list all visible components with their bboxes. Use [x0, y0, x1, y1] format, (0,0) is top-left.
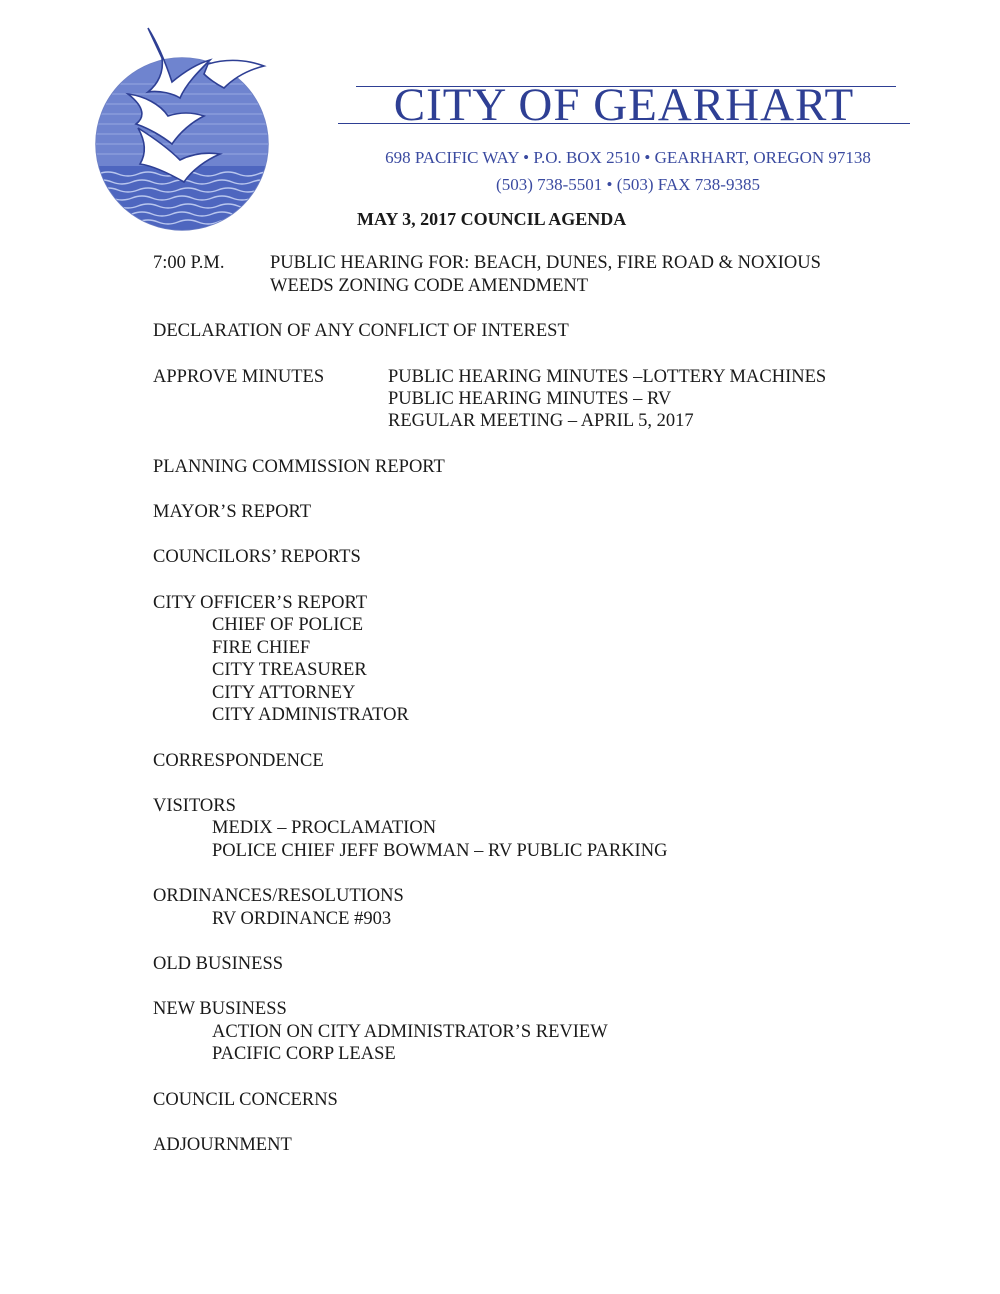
officer-item: FIRE CHIEF: [212, 638, 311, 658]
approve-minutes-label: APPROVE MINUTES: [153, 367, 325, 387]
councilors-reports-item: COUNCILORS’ REPORTS: [153, 547, 361, 567]
public-hearing-line-2: WEEDS ZONING CODE AMENDMENT: [270, 276, 589, 296]
minutes-item: PUBLIC HEARING MINUTES –LOTTERY MACHINES: [388, 367, 827, 387]
adjournment-item: ADJOURNMENT: [153, 1135, 292, 1155]
visitor-item: POLICE CHIEF JEFF BOWMAN – RV PUBLIC PARKING: [212, 841, 668, 861]
old-business-item: OLD BUSINESS: [153, 954, 284, 974]
agenda-title: MAY 3, 2017 COUNCIL AGENDA: [357, 209, 627, 229]
ordinance-item: RV ORDINANCE #903: [212, 909, 392, 929]
council-concerns-item: COUNCIL CONCERNS: [153, 1090, 338, 1110]
new-business-item: ACTION ON CITY ADMINISTRATOR’S REVIEW: [212, 1022, 608, 1042]
address-line: 698 PACIFIC WAY • P.O. BOX 2510 • GEARHART, OREGON 97138: [385, 148, 871, 167]
phone-line: (503) 738-5501 • (503) FAX 738-9385: [496, 175, 760, 194]
visitors-label: VISITORS: [153, 796, 236, 816]
officer-item: CHIEF OF POLICE: [212, 615, 364, 635]
public-hearing-time: 7:00 P.M.: [153, 253, 225, 273]
ordinances-label: ORDINANCES/RESOLUTIONS: [153, 886, 404, 906]
new-business-item: PACIFIC CORP LEASE: [212, 1044, 396, 1064]
city-officer-report-label: CITY OFFICER’S REPORT: [153, 593, 368, 613]
letterhead-bottom-rule: [338, 123, 910, 124]
correspondence-item: CORRESPONDENCE: [153, 751, 324, 771]
minutes-item: PUBLIC HEARING MINUTES – RV: [388, 389, 672, 409]
officer-item: CITY ATTORNEY: [212, 683, 356, 703]
officer-item: CITY ADMINISTRATOR: [212, 705, 409, 725]
mayors-report-item: MAYOR’S REPORT: [153, 502, 312, 522]
city-name-heading: CITY OF GEARHART: [393, 79, 855, 131]
planning-commission-report-item: PLANNING COMMISSION REPORT: [153, 457, 445, 477]
public-hearing-line-1: PUBLIC HEARING FOR: BEACH, DUNES, FIRE ROAD & NOXIOUS: [270, 253, 821, 273]
new-business-label: NEW BUSINESS: [153, 999, 287, 1019]
minutes-item: REGULAR MEETING – APRIL 5, 2017: [388, 411, 694, 431]
officer-item: CITY TREASURER: [212, 660, 367, 680]
seagulls-logo-icon: [88, 24, 288, 234]
conflict-of-interest-item: DECLARATION OF ANY CONFLICT OF INTEREST: [153, 321, 569, 341]
visitor-item: MEDIX – PROCLAMATION: [212, 818, 437, 838]
